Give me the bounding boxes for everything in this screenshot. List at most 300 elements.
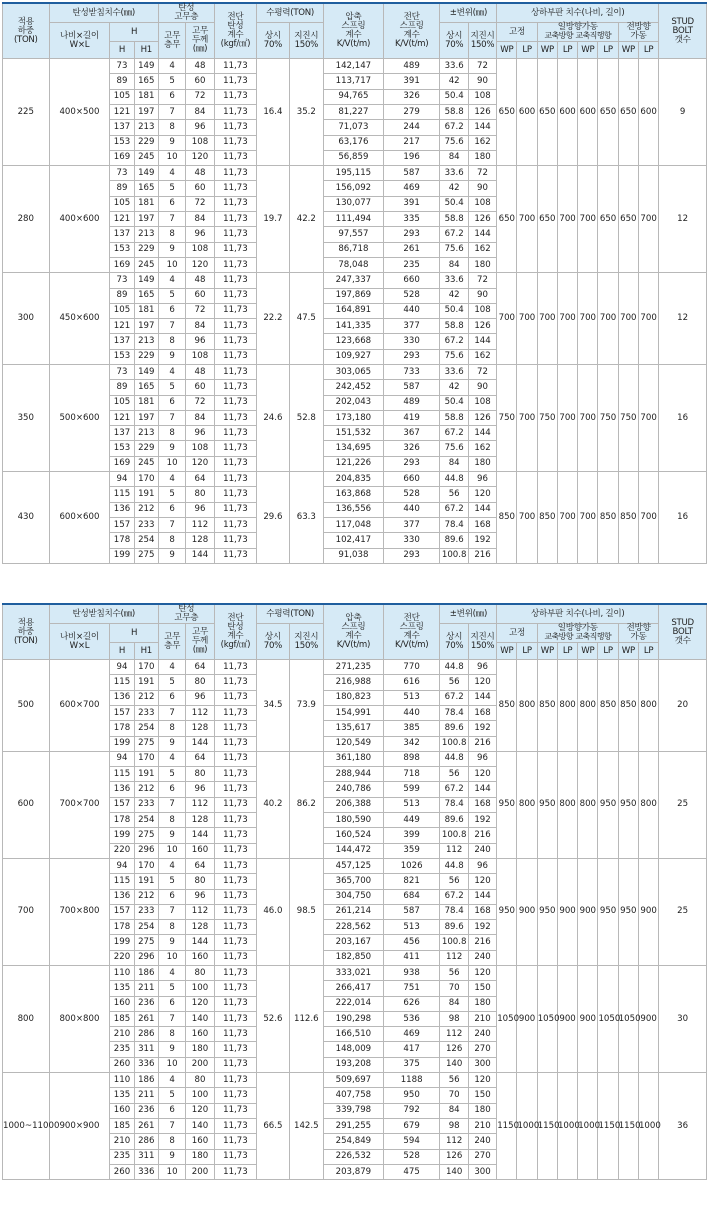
h-cell: 137 bbox=[110, 426, 134, 441]
h1-cell: 165 bbox=[134, 380, 158, 395]
layer-thickness-cell: 160 bbox=[186, 843, 214, 858]
stud-cell: 20 bbox=[659, 660, 707, 752]
disp-seismic-cell: 126 bbox=[468, 212, 496, 227]
disp-seismic-cell: 240 bbox=[468, 950, 496, 965]
h-cell: 157 bbox=[110, 797, 134, 812]
shear-coef-cell: 11,73 bbox=[214, 181, 257, 196]
layer-count-cell: 4 bbox=[158, 660, 185, 675]
plate-dim-cell: 800 bbox=[557, 751, 577, 858]
header-normal: 상시 70% bbox=[257, 624, 289, 660]
layer-count-cell: 8 bbox=[158, 533, 185, 548]
spec-table-2 bbox=[2, 603, 707, 1180]
disp-normal-cell: 84 bbox=[440, 996, 468, 1011]
compression-spring-cell: 166,510 bbox=[324, 1027, 384, 1042]
header-seismic: 지진시 150% bbox=[289, 624, 323, 660]
disp-normal-cell: 67.2 bbox=[440, 120, 468, 135]
disp-seismic-cell: 192 bbox=[468, 721, 496, 736]
layer-thickness-cell: 96 bbox=[186, 502, 214, 517]
plate-dim-cell: 700 bbox=[517, 273, 537, 365]
disp-seismic-cell: 168 bbox=[468, 517, 496, 532]
disp-normal-cell: 33.6 bbox=[440, 166, 468, 181]
h-cell: 105 bbox=[110, 303, 134, 318]
plate-dim-cell: 650 bbox=[618, 166, 638, 273]
compression-spring-cell: 117,048 bbox=[324, 517, 384, 532]
disp-seismic-cell: 144 bbox=[468, 120, 496, 135]
h1-cell: 191 bbox=[134, 675, 158, 690]
shear-coef-cell: 11,73 bbox=[214, 74, 257, 89]
disp-normal-cell: 33.6 bbox=[440, 273, 468, 288]
compression-spring-cell: 111,494 bbox=[324, 212, 384, 227]
header-wp: WP bbox=[578, 42, 598, 59]
disp-seismic-cell: 144 bbox=[468, 227, 496, 242]
disp-normal-cell: 50.4 bbox=[440, 89, 468, 104]
plate-dim-cell: 950 bbox=[618, 751, 638, 858]
plate-dim-cell: 750 bbox=[497, 365, 517, 472]
layer-thickness-cell: 60 bbox=[186, 74, 214, 89]
plate-dim-cell: 1150 bbox=[598, 1073, 618, 1180]
shear-coef-cell: 11,73 bbox=[214, 1027, 257, 1042]
plate-dim-cell: 950 bbox=[537, 751, 557, 858]
layer-thickness-cell: 96 bbox=[186, 889, 214, 904]
layer-count-cell: 4 bbox=[158, 751, 185, 766]
plate-dim-cell: 1050 bbox=[618, 966, 638, 1073]
h1-cell: 170 bbox=[134, 472, 158, 487]
disp-normal-cell: 112 bbox=[440, 950, 468, 965]
layer-count-cell: 8 bbox=[158, 1134, 185, 1149]
plate-dim-cell: 850 bbox=[537, 660, 557, 752]
force-seismic-cell: 98.5 bbox=[289, 858, 323, 965]
shear-spring-cell: 359 bbox=[383, 843, 440, 858]
h1-cell: 213 bbox=[134, 120, 158, 135]
table-row bbox=[3, 966, 707, 981]
disp-normal-cell: 56 bbox=[440, 874, 468, 889]
shear-coef-cell: 11,73 bbox=[214, 1103, 257, 1118]
disp-seismic-cell: 180 bbox=[468, 1103, 496, 1118]
h1-cell: 229 bbox=[134, 441, 158, 456]
shear-spring-cell: 469 bbox=[383, 1027, 440, 1042]
layer-thickness-cell: 80 bbox=[186, 487, 214, 502]
h1-cell: 336 bbox=[134, 1057, 158, 1072]
header-layer-count: 고무 층무 bbox=[158, 624, 185, 660]
shear-spring-cell: 792 bbox=[383, 1103, 440, 1118]
dims-cell: 600×700 bbox=[49, 660, 110, 752]
layer-count-cell: 8 bbox=[158, 227, 185, 242]
disp-seismic-cell: 150 bbox=[468, 981, 496, 996]
layer-count-cell: 9 bbox=[158, 935, 185, 950]
layer-count-cell: 4 bbox=[158, 966, 185, 981]
compression-spring-cell: 71,073 bbox=[324, 120, 384, 135]
h1-cell: 165 bbox=[134, 181, 158, 196]
shear-spring-cell: 751 bbox=[383, 981, 440, 996]
layer-thickness-cell: 144 bbox=[186, 828, 214, 843]
compression-spring-cell: 94,765 bbox=[324, 89, 384, 104]
disp-normal-cell: 58.8 bbox=[440, 319, 468, 334]
table-row bbox=[3, 1073, 707, 1088]
compression-spring-cell: 261,214 bbox=[324, 904, 384, 919]
h1-cell: 275 bbox=[134, 548, 158, 563]
h-cell: 137 bbox=[110, 120, 134, 135]
layer-thickness-cell: 112 bbox=[186, 904, 214, 919]
shear-spring-cell: 326 bbox=[383, 89, 440, 104]
disp-seismic-cell: 120 bbox=[468, 767, 496, 782]
layer-count-cell: 8 bbox=[158, 920, 185, 935]
shear-spring-cell: 469 bbox=[383, 181, 440, 196]
h-cell: 73 bbox=[110, 166, 134, 181]
h1-cell: 149 bbox=[134, 273, 158, 288]
layer-thickness-cell: 80 bbox=[186, 966, 214, 981]
layer-thickness-cell: 120 bbox=[186, 150, 214, 165]
disp-normal-cell: 100.8 bbox=[440, 828, 468, 843]
compression-spring-cell: 242,452 bbox=[324, 380, 384, 395]
layer-thickness-cell: 96 bbox=[186, 120, 214, 135]
layer-count-cell: 5 bbox=[158, 181, 185, 196]
layer-thickness-cell: 120 bbox=[186, 257, 214, 272]
layer-count-cell: 6 bbox=[158, 1103, 185, 1118]
plate-dim-cell: 700 bbox=[578, 472, 598, 564]
h-cell: 210 bbox=[110, 1027, 134, 1042]
h1-cell: 254 bbox=[134, 813, 158, 828]
header-seismic: 지진시 150% bbox=[289, 23, 323, 59]
shear-coef-cell: 11,73 bbox=[214, 89, 257, 104]
layer-count-cell: 7 bbox=[158, 517, 185, 532]
shear-coef-cell: 11,73 bbox=[214, 935, 257, 950]
shear-coef-cell: 11,73 bbox=[214, 889, 257, 904]
shear-spring-cell: 330 bbox=[383, 334, 440, 349]
layer-count-cell: 7 bbox=[158, 1118, 185, 1133]
disp-seismic-cell: 168 bbox=[468, 705, 496, 720]
layer-count-cell: 5 bbox=[158, 74, 185, 89]
h1-cell: 213 bbox=[134, 334, 158, 349]
shear-spring-cell: 440 bbox=[383, 705, 440, 720]
compression-spring-cell: 163,868 bbox=[324, 487, 384, 502]
header-wp: WP bbox=[497, 42, 517, 59]
plate-dim-cell: 700 bbox=[557, 472, 577, 564]
shear-spring-cell: 385 bbox=[383, 721, 440, 736]
plate-dim-cell: 650 bbox=[537, 59, 557, 166]
layer-thickness-cell: 96 bbox=[186, 690, 214, 705]
compression-spring-cell: 247,337 bbox=[324, 273, 384, 288]
layer-thickness-cell: 72 bbox=[186, 395, 214, 410]
compression-spring-cell: 240,786 bbox=[324, 782, 384, 797]
plate-dim-cell: 650 bbox=[598, 59, 618, 166]
plate-dim-cell: 1000 bbox=[517, 1073, 537, 1180]
shear-coef-cell: 11,73 bbox=[214, 441, 257, 456]
header-plate-dims: 상하부판 치수(나비, 길이) bbox=[497, 604, 659, 624]
h-cell: 178 bbox=[110, 920, 134, 935]
header-all-way: 전방향 가동 bbox=[618, 23, 659, 42]
shear-coef-cell: 11,73 bbox=[214, 59, 257, 74]
layer-count-cell: 7 bbox=[158, 410, 185, 425]
compression-spring-cell: 78,048 bbox=[324, 257, 384, 272]
header-one-way: 일방향가동 교축방향 교축직행향 bbox=[537, 23, 618, 42]
compression-spring-cell: 113,717 bbox=[324, 74, 384, 89]
layer-thickness-cell: 120 bbox=[186, 456, 214, 471]
shear-spring-cell: 293 bbox=[383, 456, 440, 471]
h1-cell: 233 bbox=[134, 705, 158, 720]
shear-coef-cell: 11,73 bbox=[214, 487, 257, 502]
shear-spring-cell: 489 bbox=[383, 395, 440, 410]
h-cell: 94 bbox=[110, 660, 134, 675]
shear-spring-cell: 679 bbox=[383, 1118, 440, 1133]
shear-coef-cell: 11,73 bbox=[214, 196, 257, 211]
shear-spring-cell: 528 bbox=[383, 1149, 440, 1164]
header-lp: LP bbox=[638, 643, 658, 660]
h1-cell: 170 bbox=[134, 660, 158, 675]
compression-spring-cell: 203,167 bbox=[324, 935, 384, 950]
plate-dim-cell: 700 bbox=[598, 273, 618, 365]
plate-dim-cell: 900 bbox=[578, 966, 598, 1073]
compression-spring-cell: 148,009 bbox=[324, 1042, 384, 1057]
layer-count-cell: 5 bbox=[158, 1088, 185, 1103]
force-normal-cell: 22.2 bbox=[257, 273, 289, 365]
plate-dim-cell: 600 bbox=[638, 59, 658, 166]
shear-coef-cell: 11,73 bbox=[214, 472, 257, 487]
force-seismic-cell: 142.5 bbox=[289, 1073, 323, 1180]
shear-coef-cell: 11,73 bbox=[214, 166, 257, 181]
layer-count-cell: 5 bbox=[158, 675, 185, 690]
compression-spring-cell: 156,092 bbox=[324, 181, 384, 196]
compression-spring-cell: 339,798 bbox=[324, 1103, 384, 1118]
compression-spring-cell: 63,176 bbox=[324, 135, 384, 150]
layer-thickness-cell: 112 bbox=[186, 797, 214, 812]
disp-seismic-cell: 144 bbox=[468, 782, 496, 797]
disp-seismic-cell: 168 bbox=[468, 797, 496, 812]
compression-spring-cell: 164,891 bbox=[324, 303, 384, 318]
shear-coef-cell: 11,73 bbox=[214, 950, 257, 965]
force-seismic-cell: 47.5 bbox=[289, 273, 323, 365]
shear-spring-cell: 684 bbox=[383, 889, 440, 904]
disp-normal-cell: 44.8 bbox=[440, 472, 468, 487]
plate-dim-cell: 750 bbox=[537, 365, 557, 472]
disp-normal-cell: 84 bbox=[440, 257, 468, 272]
plate-dim-cell: 950 bbox=[497, 858, 517, 965]
plate-dim-cell: 650 bbox=[618, 59, 638, 166]
shear-coef-cell: 11,73 bbox=[214, 1088, 257, 1103]
layer-thickness-cell: 120 bbox=[186, 1103, 214, 1118]
layer-thickness-cell: 128 bbox=[186, 813, 214, 828]
disp-seismic-cell: 108 bbox=[468, 395, 496, 410]
plate-dim-cell: 900 bbox=[638, 966, 658, 1073]
layer-thickness-cell: 96 bbox=[186, 334, 214, 349]
layer-count-cell: 5 bbox=[158, 487, 185, 502]
disp-normal-cell: 112 bbox=[440, 843, 468, 858]
compression-spring-cell: 333,021 bbox=[324, 966, 384, 981]
h-cell: 94 bbox=[110, 751, 134, 766]
header-compression-spring: 압축 스프링 계수 K/V(t/m) bbox=[324, 604, 384, 660]
disp-normal-cell: 67.2 bbox=[440, 227, 468, 242]
layer-count-cell: 8 bbox=[158, 334, 185, 349]
header-disp-seismic: 지진시 150% bbox=[468, 624, 496, 660]
disp-normal-cell: 44.8 bbox=[440, 751, 468, 766]
shear-coef-cell: 11,73 bbox=[214, 690, 257, 705]
header-width-length: 나비×길이 W×L bbox=[49, 23, 110, 59]
disp-normal-cell: 98 bbox=[440, 1118, 468, 1133]
h1-cell: 261 bbox=[134, 1011, 158, 1026]
shear-spring-cell: 1188 bbox=[383, 1073, 440, 1088]
h-cell: 169 bbox=[110, 257, 134, 272]
dims-cell: 400×500 bbox=[49, 59, 110, 166]
h-cell: 178 bbox=[110, 721, 134, 736]
disp-seismic-cell: 210 bbox=[468, 1011, 496, 1026]
disp-normal-cell: 42 bbox=[440, 380, 468, 395]
h1-cell: 233 bbox=[134, 797, 158, 812]
compression-spring-cell: 304,750 bbox=[324, 889, 384, 904]
h1-cell: 191 bbox=[134, 767, 158, 782]
layer-thickness-cell: 72 bbox=[186, 303, 214, 318]
compression-spring-cell: 180,590 bbox=[324, 813, 384, 828]
plate-dim-cell: 700 bbox=[638, 273, 658, 365]
shear-coef-cell: 11,73 bbox=[214, 1118, 257, 1133]
shear-spring-cell: 261 bbox=[383, 242, 440, 257]
layer-thickness-cell: 140 bbox=[186, 1011, 214, 1026]
layer-count-cell: 9 bbox=[158, 135, 185, 150]
h1-cell: 197 bbox=[134, 104, 158, 119]
layer-thickness-cell: 128 bbox=[186, 920, 214, 935]
plate-dim-cell: 700 bbox=[638, 472, 658, 564]
layer-count-cell: 6 bbox=[158, 196, 185, 211]
h-cell: 210 bbox=[110, 1134, 134, 1149]
shear-spring-cell: 489 bbox=[383, 59, 440, 74]
layer-count-cell: 10 bbox=[158, 257, 185, 272]
disp-seismic-cell: 300 bbox=[468, 1164, 496, 1179]
compression-spring-cell: 271,235 bbox=[324, 660, 384, 675]
disp-normal-cell: 75.6 bbox=[440, 135, 468, 150]
load-cell: 280 bbox=[3, 166, 50, 273]
layer-count-cell: 5 bbox=[158, 380, 185, 395]
plate-dim-cell: 650 bbox=[537, 166, 557, 273]
h1-cell: 197 bbox=[134, 319, 158, 334]
header-stud: STUD BOLT 갯수 bbox=[659, 604, 707, 660]
compression-spring-cell: 120,549 bbox=[324, 736, 384, 751]
layer-count-cell: 9 bbox=[158, 441, 185, 456]
plate-dim-cell: 700 bbox=[517, 166, 537, 273]
force-normal-cell: 29.6 bbox=[257, 472, 289, 564]
dims-cell: 450×600 bbox=[49, 273, 110, 365]
force-normal-cell: 40.2 bbox=[257, 751, 289, 858]
header-normal: 상시 70% bbox=[257, 23, 289, 59]
h1-cell: 336 bbox=[134, 1164, 158, 1179]
h1-cell: 245 bbox=[134, 257, 158, 272]
shear-spring-cell: 335 bbox=[383, 212, 440, 227]
shear-spring-cell: 587 bbox=[383, 904, 440, 919]
h-cell: 178 bbox=[110, 533, 134, 548]
disp-seismic-cell: 126 bbox=[468, 104, 496, 119]
disp-seismic-cell: 72 bbox=[468, 365, 496, 380]
plate-dim-cell: 850 bbox=[497, 472, 517, 564]
layer-thickness-cell: 112 bbox=[186, 705, 214, 720]
layer-count-cell: 6 bbox=[158, 690, 185, 705]
h-cell: 153 bbox=[110, 242, 134, 257]
h-cell: 115 bbox=[110, 487, 134, 502]
header-h: H bbox=[110, 643, 134, 660]
spec-table-1 bbox=[2, 2, 707, 564]
layer-count-cell: 8 bbox=[158, 120, 185, 135]
compression-spring-cell: 151,532 bbox=[324, 426, 384, 441]
plate-dim-cell: 600 bbox=[517, 59, 537, 166]
h1-cell: 181 bbox=[134, 196, 158, 211]
plate-dim-cell: 750 bbox=[618, 365, 638, 472]
shear-spring-cell: 293 bbox=[383, 349, 440, 364]
shear-spring-cell: 440 bbox=[383, 303, 440, 318]
force-normal-cell: 46.0 bbox=[257, 858, 289, 965]
disp-seismic-cell: 150 bbox=[468, 1088, 496, 1103]
plate-dim-cell: 700 bbox=[578, 365, 598, 472]
plate-dim-cell: 1150 bbox=[497, 1073, 517, 1180]
stud-cell: 36 bbox=[659, 1073, 707, 1180]
h-cell: 199 bbox=[110, 736, 134, 751]
layer-count-cell: 6 bbox=[158, 782, 185, 797]
h-cell: 115 bbox=[110, 874, 134, 889]
compression-spring-cell: 197,869 bbox=[324, 288, 384, 303]
h-cell: 110 bbox=[110, 966, 134, 981]
layer-thickness-cell: 72 bbox=[186, 89, 214, 104]
disp-normal-cell: 58.8 bbox=[440, 104, 468, 119]
disp-normal-cell: 50.4 bbox=[440, 395, 468, 410]
force-normal-cell: 34.5 bbox=[257, 660, 289, 752]
layer-thickness-cell: 84 bbox=[186, 104, 214, 119]
h-cell: 160 bbox=[110, 1103, 134, 1118]
compression-spring-cell: 81,227 bbox=[324, 104, 384, 119]
h1-cell: 236 bbox=[134, 1103, 158, 1118]
layer-count-cell: 7 bbox=[158, 319, 185, 334]
header-load: 적용 하중 (TON) bbox=[3, 604, 50, 660]
h1-cell: 213 bbox=[134, 426, 158, 441]
disp-seismic-cell: 120 bbox=[468, 487, 496, 502]
disp-normal-cell: 100.8 bbox=[440, 736, 468, 751]
force-normal-cell: 66.5 bbox=[257, 1073, 289, 1180]
plate-dim-cell: 800 bbox=[638, 751, 658, 858]
compression-spring-cell: 91,038 bbox=[324, 548, 384, 563]
h-cell: 105 bbox=[110, 89, 134, 104]
layer-thickness-cell: 160 bbox=[186, 1027, 214, 1042]
force-seismic-cell: 35.2 bbox=[289, 59, 323, 166]
h-cell: 169 bbox=[110, 150, 134, 165]
layer-count-cell: 9 bbox=[158, 828, 185, 843]
header-load: 적용 하중 (TON) bbox=[3, 3, 50, 59]
header-lp: LP bbox=[638, 42, 658, 59]
table-row bbox=[3, 365, 707, 380]
h-cell: 178 bbox=[110, 813, 134, 828]
plate-dim-cell: 700 bbox=[517, 365, 537, 472]
compression-spring-cell: 226,532 bbox=[324, 1149, 384, 1164]
shear-spring-cell: 391 bbox=[383, 196, 440, 211]
shear-coef-cell: 11,73 bbox=[214, 212, 257, 227]
h1-cell: 286 bbox=[134, 1134, 158, 1149]
disp-seismic-cell: 90 bbox=[468, 181, 496, 196]
layer-thickness-cell: 108 bbox=[186, 349, 214, 364]
header-lp: LP bbox=[598, 643, 618, 660]
layer-count-cell: 6 bbox=[158, 89, 185, 104]
stud-cell: 16 bbox=[659, 365, 707, 472]
h1-cell: 212 bbox=[134, 502, 158, 517]
layer-thickness-cell: 128 bbox=[186, 721, 214, 736]
layer-count-cell: 4 bbox=[158, 858, 185, 873]
force-normal-cell: 52.6 bbox=[257, 966, 289, 1073]
shear-spring-cell: 217 bbox=[383, 135, 440, 150]
shear-coef-cell: 11,73 bbox=[214, 1057, 257, 1072]
shear-coef-cell: 11,73 bbox=[214, 797, 257, 812]
plate-dim-cell: 850 bbox=[537, 472, 557, 564]
disp-seismic-cell: 90 bbox=[468, 74, 496, 89]
disp-seismic-cell: 180 bbox=[468, 996, 496, 1011]
layer-thickness-cell: 160 bbox=[186, 950, 214, 965]
shear-coef-cell: 11,73 bbox=[214, 120, 257, 135]
plate-dim-cell: 700 bbox=[578, 166, 598, 273]
shear-coef-cell: 11,73 bbox=[214, 410, 257, 425]
disp-normal-cell: 75.6 bbox=[440, 441, 468, 456]
disp-seismic-cell: 162 bbox=[468, 441, 496, 456]
h1-cell: 245 bbox=[134, 150, 158, 165]
